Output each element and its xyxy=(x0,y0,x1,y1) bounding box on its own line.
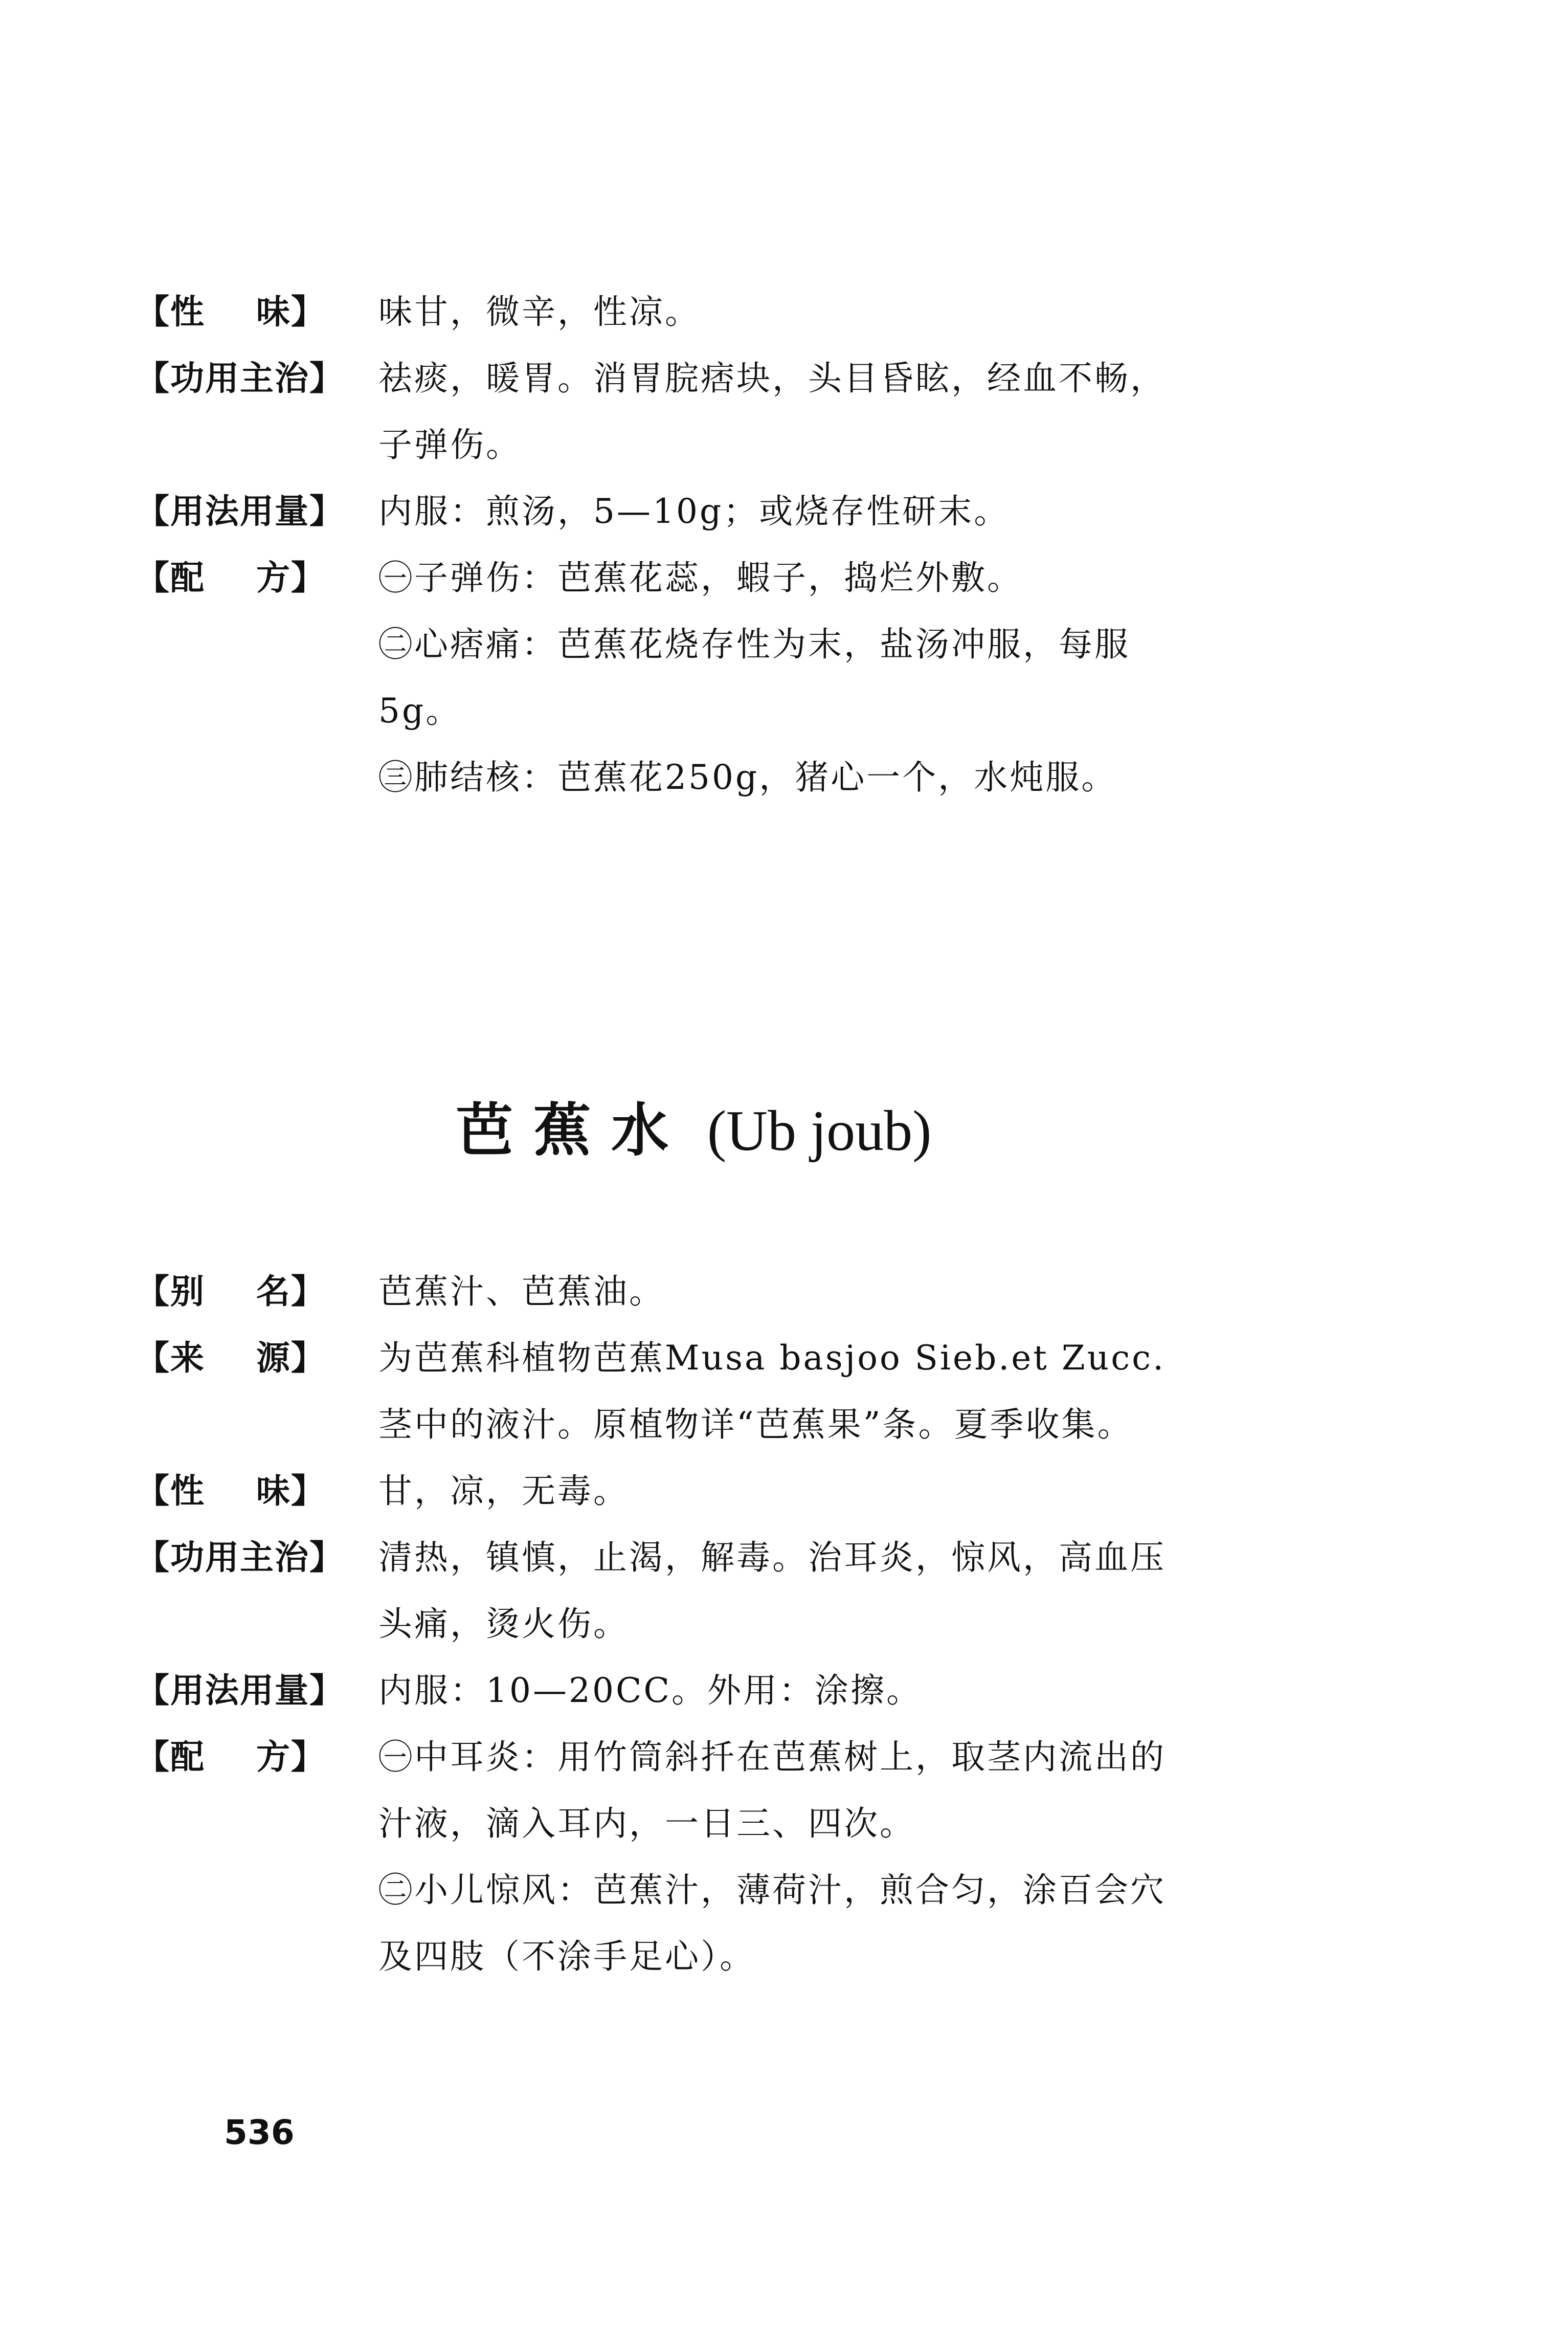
field-label: 【来 源】 xyxy=(136,1338,326,1378)
field-text: 内服：煎汤，5—10g；或烧存性研末。 xyxy=(378,492,1010,531)
field-text: 内服：10—20CC。外用：涂擦。 xyxy=(378,1671,922,1710)
entry-2-function-row xyxy=(136,1524,1394,1657)
entry-1-function-row xyxy=(136,345,1394,478)
entry-1 xyxy=(136,279,1394,811)
field-label: 【功用主治】 xyxy=(136,1538,344,1577)
entry-1-prescription-row xyxy=(136,545,1394,811)
entry-2-usage-row xyxy=(136,1657,1394,1724)
entry-1-property-row xyxy=(136,279,1394,345)
entry-2-alias-row xyxy=(136,1258,1394,1325)
field-label: 【用法用量】 xyxy=(136,1671,344,1710)
field-label: 【配 方】 xyxy=(136,1737,326,1777)
field-label: 【功用主治】 xyxy=(136,359,344,398)
page-number: 536 xyxy=(224,2113,295,2152)
entry-2-property-row xyxy=(136,1458,1394,1524)
field-label: 【性 味】 xyxy=(136,1471,326,1511)
entry-2-prescription-row xyxy=(136,1724,1394,1990)
entry-title xyxy=(419,1018,931,1167)
field-text: 祛痰，暖胃。消胃脘痞块，头目昏眩，经血不畅， 子弹伤。 xyxy=(378,359,1166,464)
field-label: 【用法用量】 xyxy=(136,492,344,531)
field-label: 【性 味】 xyxy=(136,292,326,331)
field-text: 味甘，微辛，性凉。 xyxy=(378,292,701,331)
entry-title-latin: (Ub joub) xyxy=(707,1099,932,1163)
field-text: 甘，凉，无毒。 xyxy=(378,1471,629,1511)
field-text: ㊀中耳炎：用竹筒斜扦在芭蕉树上，取茎内流出的 汁液，滴入耳内，一日三、四次。 ㊁小儿惊风：芭蕉汁，薄荷汁，煎合匀，涂百会穴 及四肢（不涂手足心）。 xyxy=(378,1737,1166,1976)
field-label: 【配 方】 xyxy=(136,558,326,598)
field-label: 【别 名】 xyxy=(136,1272,326,1311)
field-text: 为芭蕉科植物芭蕉Musa basjoo Sieb.et Zucc. 茎中的液汁。原植物详“芭蕉果”条。夏季收集。 xyxy=(378,1338,1166,1444)
field-text: 清热，镇慎，止渴，解毒。治耳炎，惊风，高血压 头痛，烫火伤。 xyxy=(378,1538,1166,1644)
field-text: ㊀子弹伤：芭蕉花蕊，蝦子，捣烂外敷。 ㊁心痞痛：芭蕉花烧存性为末，盐汤冲服，每服 5g。 ㊂肺结核：芭蕉花250g，猪心一个，水炖服。 xyxy=(378,558,1130,797)
entry-1-usage-row xyxy=(136,478,1394,545)
entry-2-source-row xyxy=(136,1325,1394,1458)
field-text: 芭蕉汁、芭蕉油。 xyxy=(378,1272,665,1311)
entry-title-chinese: 芭蕉水 xyxy=(456,1097,689,1164)
entry-2 xyxy=(136,1258,1394,1990)
